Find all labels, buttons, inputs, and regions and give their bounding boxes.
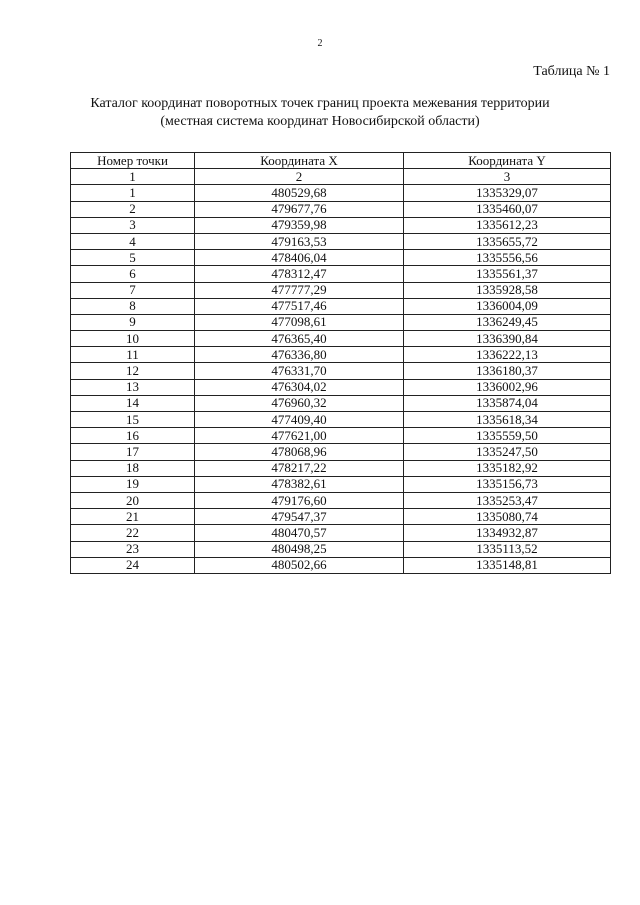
cell-point-number: 9 <box>71 314 195 330</box>
cell-point-number: 19 <box>71 476 195 492</box>
cell-coordinate-x: 478382,61 <box>195 476 404 492</box>
cell-coordinate-y: 1335561,37 <box>404 266 611 282</box>
cell-coordinate-x: 476336,80 <box>195 347 404 363</box>
table-row <box>71 266 611 282</box>
cell-point-number: 8 <box>71 298 195 314</box>
cell-coordinate-x: 476331,70 <box>195 363 404 379</box>
table-row <box>71 250 611 266</box>
cell-coordinate-x: 478217,22 <box>195 460 404 476</box>
header-point-number: Номер точки <box>71 153 195 169</box>
cell-coordinate-y: 1335182,92 <box>404 460 611 476</box>
cell-point-number: 16 <box>71 428 195 444</box>
column-index-cell: 2 <box>195 169 404 185</box>
table-row <box>71 509 611 525</box>
cell-coordinate-x: 479677,76 <box>195 201 404 217</box>
cell-point-number: 11 <box>71 347 195 363</box>
cell-coordinate-x: 477621,00 <box>195 428 404 444</box>
table-header <box>71 153 611 185</box>
cell-coordinate-x: 480470,57 <box>195 525 404 541</box>
cell-coordinate-y: 1335559,50 <box>404 428 611 444</box>
cell-coordinate-y: 1335080,74 <box>404 509 611 525</box>
table-row <box>71 347 611 363</box>
cell-coordinate-y: 1336249,45 <box>404 314 611 330</box>
cell-coordinate-y: 1336222,13 <box>404 347 611 363</box>
cell-point-number: 14 <box>71 395 195 411</box>
cell-coordinate-x: 476304,02 <box>195 379 404 395</box>
table-row <box>71 217 611 233</box>
table-body <box>71 185 611 574</box>
cell-point-number: 24 <box>71 557 195 573</box>
cell-coordinate-y: 1336004,09 <box>404 298 611 314</box>
cell-coordinate-y: 1336180,37 <box>404 363 611 379</box>
cell-coordinate-x: 476365,40 <box>195 331 404 347</box>
header-coordinate-x: Координата X <box>195 153 404 169</box>
cell-point-number: 10 <box>71 331 195 347</box>
coordinates-table <box>70 152 611 574</box>
cell-coordinate-y: 1335460,07 <box>404 201 611 217</box>
cell-coordinate-y: 1335874,04 <box>404 395 611 411</box>
cell-coordinate-y: 1335556,56 <box>404 250 611 266</box>
table-row <box>71 331 611 347</box>
cell-point-number: 3 <box>71 217 195 233</box>
table-row <box>71 282 611 298</box>
cell-point-number: 17 <box>71 444 195 460</box>
cell-coordinate-y: 1336002,96 <box>404 379 611 395</box>
cell-coordinate-x: 480502,66 <box>195 557 404 573</box>
table-row <box>71 492 611 508</box>
cell-coordinate-x: 480498,25 <box>195 541 404 557</box>
cell-coordinate-y: 1335148,81 <box>404 557 611 573</box>
cell-coordinate-x: 479176,60 <box>195 492 404 508</box>
cell-coordinate-x: 479547,37 <box>195 509 404 525</box>
cell-coordinate-x: 478312,47 <box>195 266 404 282</box>
cell-point-number: 22 <box>71 525 195 541</box>
cell-coordinate-y: 1335928,58 <box>404 282 611 298</box>
document-title-line-2: (местная система координат Новосибирской области) <box>160 114 480 129</box>
cell-coordinate-y: 1335655,72 <box>404 233 611 249</box>
column-index-row <box>71 169 611 185</box>
table-row <box>71 444 611 460</box>
cell-point-number: 12 <box>71 363 195 379</box>
cell-coordinate-x: 477409,40 <box>195 412 404 428</box>
column-index-cell: 1 <box>71 169 195 185</box>
cell-coordinate-y: 1335247,50 <box>404 444 611 460</box>
cell-point-number: 6 <box>71 266 195 282</box>
cell-coordinate-x: 478068,96 <box>195 444 404 460</box>
document-title-line-1: Каталог координат поворотных точек границ проекта межевания территории <box>90 96 550 111</box>
cell-point-number: 23 <box>71 541 195 557</box>
page-number: 2 <box>317 38 323 49</box>
cell-point-number: 21 <box>71 509 195 525</box>
cell-point-number: 5 <box>71 250 195 266</box>
table-row <box>71 395 611 411</box>
cell-point-number: 13 <box>71 379 195 395</box>
cell-coordinate-x: 479359,98 <box>195 217 404 233</box>
column-index-cell: 3 <box>404 169 611 185</box>
cell-coordinate-x: 477517,46 <box>195 298 404 314</box>
cell-point-number: 4 <box>71 233 195 249</box>
table-row <box>71 233 611 249</box>
cell-coordinate-y: 1336390,84 <box>404 331 611 347</box>
cell-point-number: 15 <box>71 412 195 428</box>
table-row <box>71 379 611 395</box>
cell-coordinate-x: 477777,29 <box>195 282 404 298</box>
cell-point-number: 2 <box>71 201 195 217</box>
cell-coordinate-y: 1335253,47 <box>404 492 611 508</box>
table-row <box>71 314 611 330</box>
table-caption: Таблица № 1 <box>533 64 610 79</box>
document-title <box>0 95 640 131</box>
cell-point-number: 7 <box>71 282 195 298</box>
header-coordinate-y: Координата Y <box>404 153 611 169</box>
cell-coordinate-y: 1335612,23 <box>404 217 611 233</box>
cell-coordinate-y: 1335156,73 <box>404 476 611 492</box>
cell-coordinate-x: 476960,32 <box>195 395 404 411</box>
cell-coordinate-y: 1334932,87 <box>404 525 611 541</box>
cell-coordinate-x: 477098,61 <box>195 314 404 330</box>
cell-coordinate-y: 1335113,52 <box>404 541 611 557</box>
cell-point-number: 1 <box>71 185 195 201</box>
cell-coordinate-x: 480529,68 <box>195 185 404 201</box>
table-row <box>71 363 611 379</box>
cell-coordinate-y: 1335618,34 <box>404 412 611 428</box>
cell-coordinate-y: 1335329,07 <box>404 185 611 201</box>
table-row <box>71 201 611 217</box>
header-row <box>71 153 611 169</box>
cell-coordinate-x: 478406,04 <box>195 250 404 266</box>
table-row <box>71 557 611 573</box>
cell-point-number: 20 <box>71 492 195 508</box>
table-row <box>71 298 611 314</box>
table-row <box>71 476 611 492</box>
table-row <box>71 412 611 428</box>
table-row <box>71 428 611 444</box>
table-row <box>71 525 611 541</box>
cell-coordinate-x: 479163,53 <box>195 233 404 249</box>
table-row <box>71 185 611 201</box>
cell-point-number: 18 <box>71 460 195 476</box>
table-row <box>71 460 611 476</box>
table-row <box>71 541 611 557</box>
